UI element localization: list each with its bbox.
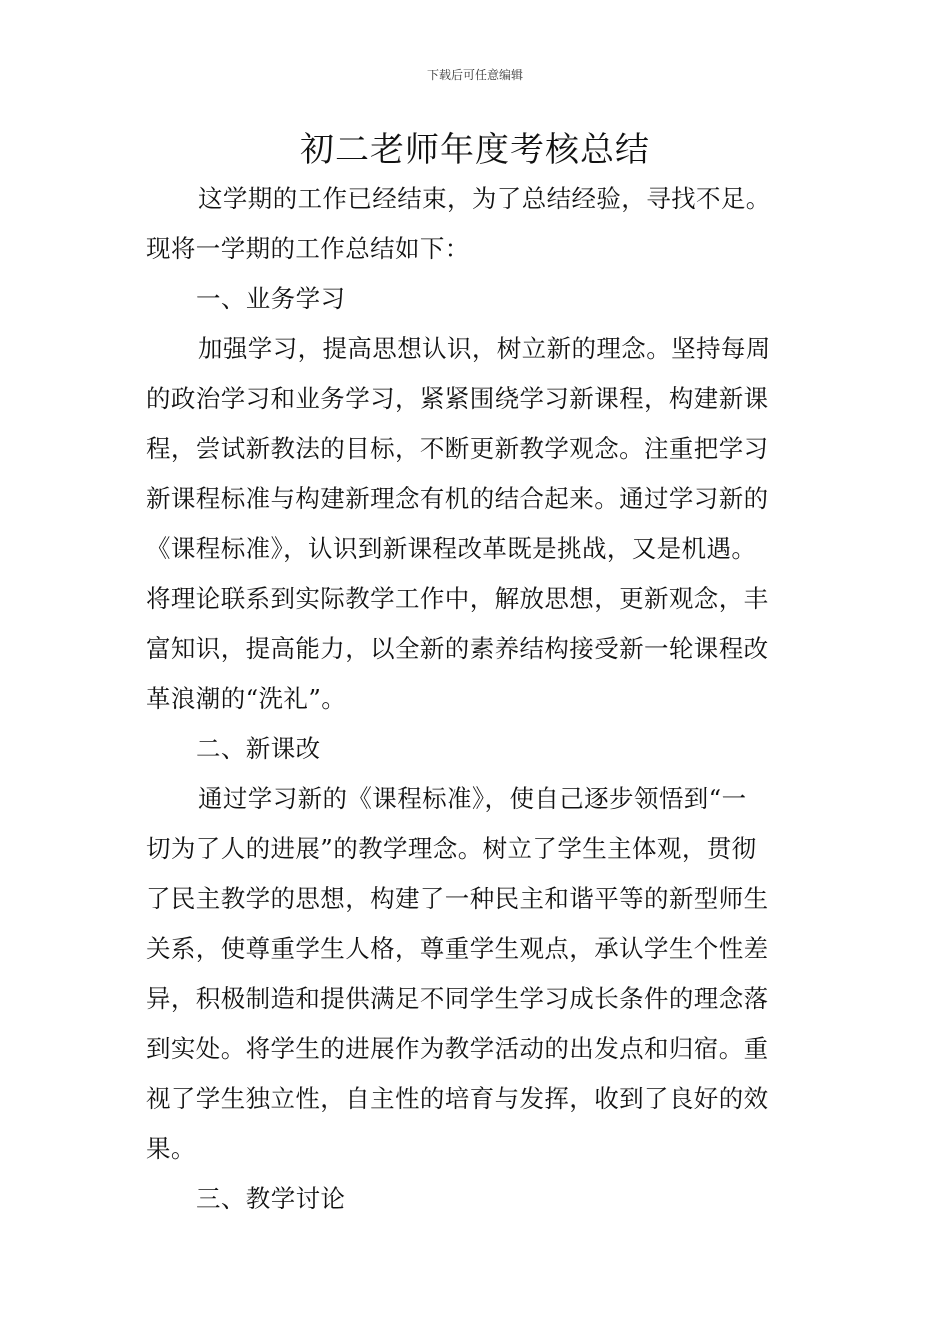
body-line: 异，积极制造和提供满足不同学生学习成长条件的理念落 xyxy=(146,984,769,1013)
body-line: 加强学习，提高思想认识，树立新的理念。坚持每周 xyxy=(198,334,771,363)
body-line: 革浪潮的“洗礼”。 xyxy=(146,684,347,713)
body-line: 现将一学期的工作总结如下： xyxy=(146,234,470,263)
body-line: 新课程标准与构建新理念有机的结合起来。通过学习新的 xyxy=(146,484,769,513)
section-heading: 二、新课改 xyxy=(196,734,321,763)
body-line: 到实处。将学生的进展作为教学活动的出发点和归宿。重 xyxy=(146,1034,769,1063)
section-heading: 一、业务学习 xyxy=(196,284,346,313)
section-heading: 三、教学讨论 xyxy=(196,1184,346,1213)
body-line: 通过学习新的《课程标准》，使自己逐步领悟到“一 xyxy=(198,784,747,813)
header-note: 下载后可任意编辑 xyxy=(426,68,523,82)
body-line: 程，尝试新教法的目标，不断更新教学观念。注重把学习 xyxy=(146,434,769,463)
body-line: 《课程标准》，认识到新课程改革既是挑战，又是机遇。 xyxy=(146,534,757,563)
body-line: 关系，使尊重学生人格，尊重学生观点，承认学生个性差 xyxy=(146,934,769,963)
body-line: 了民主教学的思想，构建了一种民主和谐平等的新型师生 xyxy=(146,884,769,913)
document-title: 初二老师年度考核总结 xyxy=(300,130,650,170)
body-line: 富知识，提高能力，以全新的素养结构接受新一轮课程改 xyxy=(146,634,769,663)
body-line: 切为了人的进展”的教学理念。树立了学生主体观，贯彻 xyxy=(146,834,757,863)
body-line: 果。 xyxy=(146,1134,196,1163)
body-line: 的政治学习和业务学习，紧紧围绕学习新课程，构建新课 xyxy=(146,384,769,413)
body-line: 这学期的工作已经结束，为了总结经验，寻找不足。 xyxy=(198,184,771,213)
body-line: 视了学生独立性，自主性的培育与发挥，收到了良好的效 xyxy=(146,1084,769,1113)
body-line: 将理论联系到实际教学工作中，解放思想，更新观念，丰 xyxy=(146,584,769,613)
